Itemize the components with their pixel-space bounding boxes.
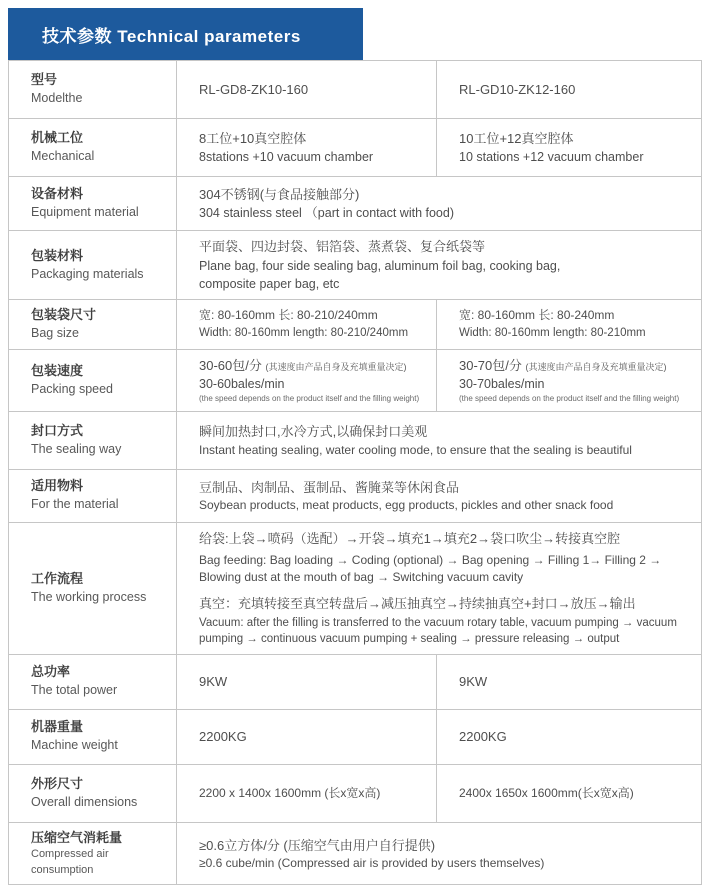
value-line: 2200KG [199, 728, 247, 744]
value-line: Instant heating sealing, water cooling mode, to ensure that the sealing is beautiful [199, 442, 632, 457]
section-title: 技术参数 Technical parameters [42, 26, 301, 46]
section-title-bar [8, 8, 363, 60]
value-line: 10 stations +12 vacuum chamber [459, 150, 644, 165]
value-line: 30-60bales/min [199, 377, 285, 392]
row-label-cell [9, 469, 177, 522]
value-cell-mechanical-1 [177, 119, 437, 177]
row-label-zh: 压缩空气消耗量 [31, 829, 123, 845]
value-line: 2400x 1650x 1600mm(长x宽x高) [459, 785, 634, 800]
row-label-en: The total power [31, 683, 118, 698]
table-row-model [9, 61, 702, 119]
value-cell-packaging-materials [177, 231, 702, 300]
value-cell-packing-speed-2 [437, 349, 702, 411]
row-label-zh: 设备材料 [31, 186, 84, 202]
row-label-cell [9, 349, 177, 411]
row-label-cell [9, 709, 177, 764]
row-label-cell [9, 299, 177, 349]
table-row-sealing-way [9, 411, 702, 469]
value-line: Plane bag, four side sealing bag, aluminum foil bag, cooking bag, [199, 258, 561, 273]
value-line: 宽: 80-160mm 长: 80-240mm [459, 308, 615, 323]
value-cell-dimensions-1 [177, 764, 437, 822]
table-row-for-the-material [9, 469, 702, 522]
row-label-en: The sealing way [31, 441, 122, 456]
value-cell-compressed-air [177, 822, 702, 885]
row-label-en: Bag size [31, 325, 79, 340]
process-bag-feeding-en: Bag feeding: Bag loading → Coding (optional) → Bag opening → Filling 1→ Filling 2 → Blowing dust at the mouth of bag → Switching vacuum cavity [199, 553, 662, 584]
row-label-en: The working process [31, 589, 147, 604]
row-label-en: Overall dimensions [31, 794, 138, 809]
value-cell-dimensions-2 [437, 764, 702, 822]
value-cell-bag-size-2 [437, 299, 702, 349]
value-line: 宽: 80-160mm 长: 80-210/240mm [199, 308, 378, 323]
process-vacuum-zh: 真空：充填转接至真空转盘后→减压抽真空→持续抽真空+封口→放压→输出 [199, 595, 636, 611]
value-line: RL-GD8-ZK10-160 [199, 81, 309, 97]
row-label-zh: 型号 [31, 72, 58, 88]
value-cell-bag-size-1 [177, 299, 437, 349]
value-line: 9KW [459, 673, 488, 689]
value-cell-working-process [177, 522, 702, 654]
row-label-cell [9, 764, 177, 822]
row-label-zh: 包装材料 [31, 247, 84, 263]
row-label-cell [9, 522, 177, 654]
table-row-compressed-air [9, 822, 702, 885]
table-row-overall-dimensions [9, 764, 702, 822]
row-label-zh: 包装袋尺寸 [31, 307, 97, 323]
row-label-cell [9, 411, 177, 469]
row-label-cell [9, 822, 177, 885]
value-cell-machine-weight-1 [177, 709, 437, 764]
value-line: 304 stainless steel （part in contact with food) [199, 206, 454, 221]
technical-parameters-table [8, 60, 702, 885]
value-cell-mechanical-2 [437, 119, 702, 177]
row-label-en: Packaging materials [31, 266, 144, 281]
row-label-zh: 工作流程 [31, 570, 84, 586]
value-line: 豆制品、肉制品、蛋制品、酱腌菜等休闲食品 [199, 479, 460, 495]
table-row-bag-size [9, 299, 702, 349]
value-line: 8工位+10真空腔体 [199, 130, 307, 146]
value-line: 10工位+12真空腔体 [459, 130, 574, 146]
value-line: ≥0.6 cube/min (Compressed air is provided by users themselves) [199, 856, 545, 871]
value-cell-packing-speed-1 [177, 349, 437, 411]
row-label-en: Equipment material [31, 205, 139, 220]
speed-value: 30-70包/分 [459, 357, 522, 373]
row-label-zh: 外形尺寸 [31, 775, 84, 791]
table-row-total-power [9, 654, 702, 709]
value-line: 瞬间加热封口,水冷方式,以确保封口美观 [199, 424, 428, 440]
value-cell-machine-weight-2 [437, 709, 702, 764]
value-cell-sealing-way [177, 411, 702, 469]
row-label-zh: 总功率 [31, 664, 71, 680]
row-label-en: Packing speed [31, 381, 114, 396]
row-label-cell [9, 177, 177, 231]
speed-value: 30-60包/分 [199, 357, 262, 373]
speed-note-zh: (其速度由产品自身及充填重量决定) [525, 361, 667, 372]
value-line: composite paper bag, etc [199, 276, 340, 291]
table-row-mechanical [9, 119, 702, 177]
row-label-zh: 机械工位 [31, 130, 84, 146]
row-label-en: Mechanical [31, 149, 95, 164]
process-bag-feeding-zh: 给袋:上袋→喷码（选配）→开袋→填充1→填充2→袋口吹尘→转接真空腔 [199, 530, 621, 546]
value-line: 平面袋、四边封袋、铝箔袋、蒸煮袋、复合纸袋等 [199, 239, 486, 254]
value-line: ≥0.6立方体/分 (压缩空气由用户自行提供) [199, 837, 436, 853]
value-line [459, 356, 691, 376]
speed-note-zh: (其速度由产品自身及充填重量决定) [265, 361, 407, 372]
row-label-zh: 适用物料 [31, 478, 84, 494]
process-vacuum-en: Vacuum: after the filling is transferred to the vacuum rotary table, vacuum pumping → vacuum pumping → continuous vacuum pumping + sealing → pressure releasing → output [199, 617, 677, 645]
value-line [199, 356, 426, 376]
row-label-cell [9, 61, 177, 119]
value-line: Soybean products, meat products, egg products, pickles and other snack food [199, 498, 614, 513]
row-label-zh: 封口方式 [31, 422, 84, 438]
value-line: Width: 80-160mm length: 80-210mm [459, 326, 646, 339]
value-line: Width: 80-160mm length: 80-210/240mm [199, 326, 409, 339]
value-cell-for-the-material [177, 469, 702, 522]
value-line: 9KW [199, 673, 228, 689]
row-label-en: Compressed air consumption [31, 848, 109, 876]
row-label-zh: 机器重量 [31, 719, 84, 735]
row-label-en: Modelthe [31, 91, 83, 106]
value-line: RL-GD10-ZK12-160 [459, 81, 576, 97]
table-row-working-process [9, 522, 702, 654]
value-cell-equipment-material [177, 177, 702, 231]
value-line: 2200 x 1400x 1600mm (长x宽x高) [199, 785, 381, 800]
row-label-en: For the material [31, 497, 119, 512]
table-row-packing-speed [9, 349, 702, 411]
value-cell-model-2 [437, 61, 702, 119]
row-label-cell [9, 654, 177, 709]
speed-note-en: (the speed depends on the product itself and the filling weight) [459, 394, 680, 404]
value-line: 8stations +10 vacuum chamber [199, 150, 374, 165]
row-label-cell [9, 231, 177, 300]
row-label-zh: 包装速度 [31, 362, 84, 378]
value-cell-total-power-1 [177, 654, 437, 709]
row-label-cell [9, 119, 177, 177]
value-cell-model-1 [177, 61, 437, 119]
value-cell-total-power-2 [437, 654, 702, 709]
speed-note-en: (the speed depends on the product itself and the filling weight) [199, 394, 420, 404]
value-line: 304不锈钢(与食品接触部分) [199, 186, 360, 202]
row-label-en: Machine weight [31, 738, 118, 753]
table-row-equipment-material [9, 177, 702, 231]
value-line: 2200KG [459, 728, 507, 744]
table-row-machine-weight [9, 709, 702, 764]
table-row-packaging-materials [9, 231, 702, 300]
value-line: 30-70bales/min [459, 377, 545, 392]
